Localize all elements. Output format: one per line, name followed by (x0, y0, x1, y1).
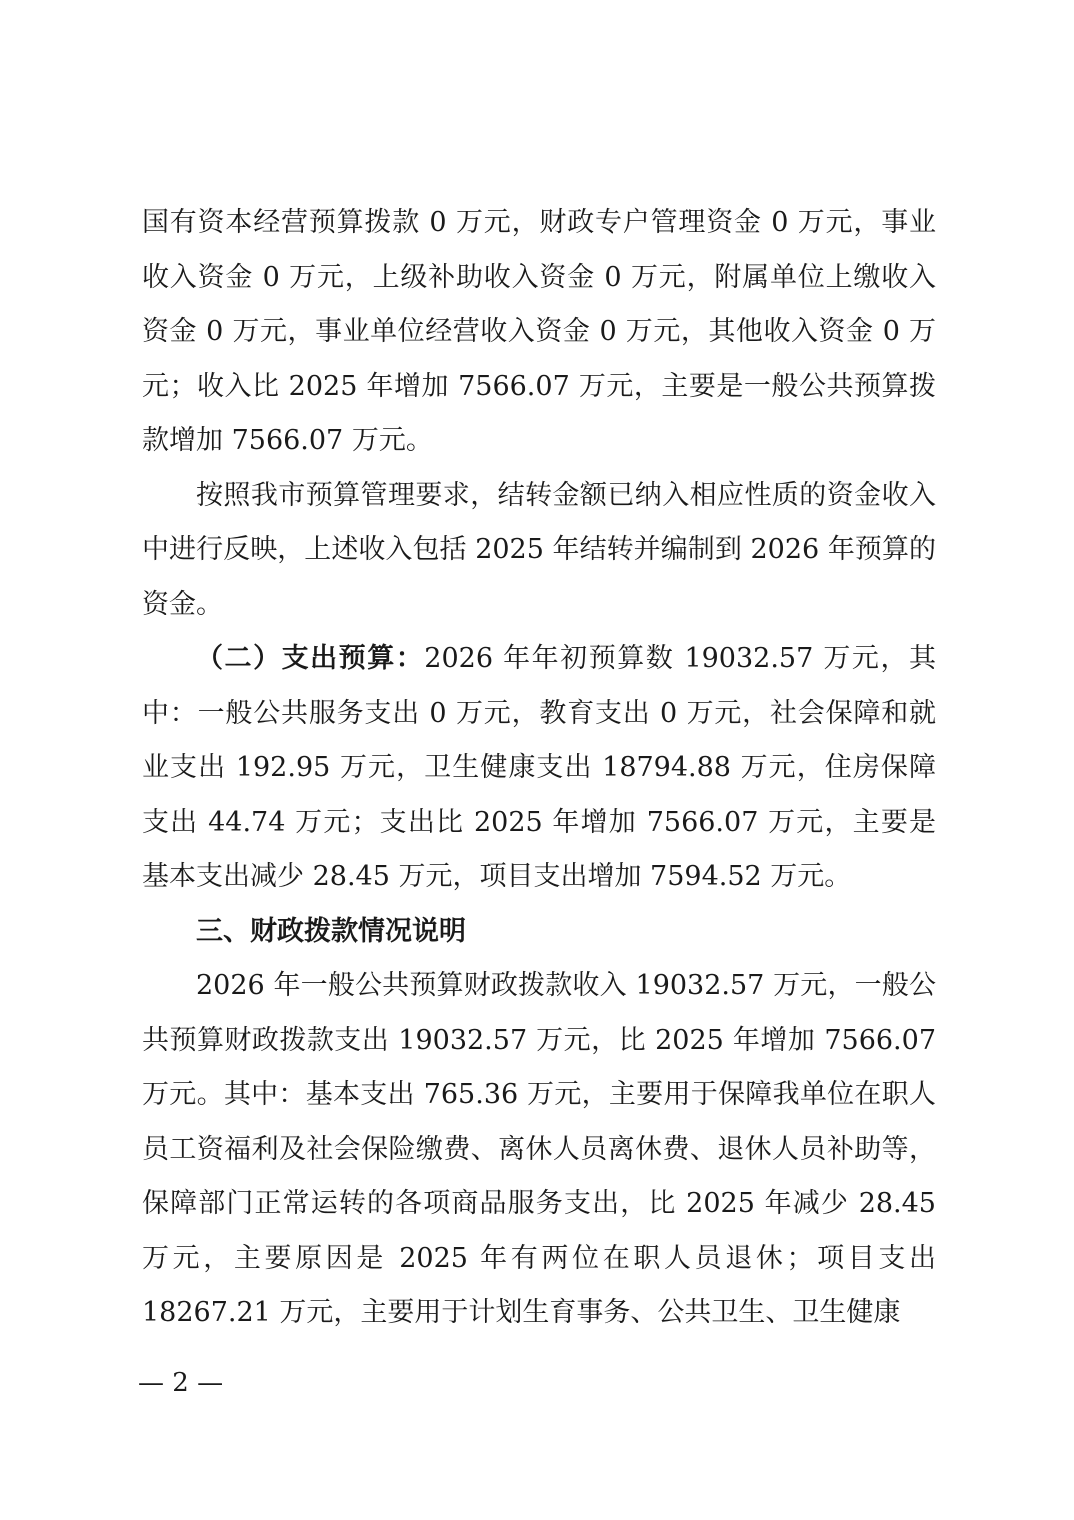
expenditure-budget-heading: （二）支出预算： (196, 643, 425, 674)
expenditure-budget-text: 2026 年年初预算数 19032.57 万元，其中：一般公共服务支出 0 万元，教育支出 0 万元，社会保障和就业支出 192.95 万元，卫生健康支出 18794.88 万元，住房保障支出 44.74 万元；支出比 2025 年增加 7566.07 万元，主要是基本支出减少 28.45 万元，项目支出增加 7594.52 万元。 (142, 643, 936, 892)
page-number: — 2 — (138, 1368, 224, 1398)
section-heading-fiscal-appropriation: 三、财政拨款情况说明 (196, 915, 466, 947)
paragraph-income-sources: 国有资本经营预算拨款 0 万元，财政专户管理资金 0 万元，事业收入资金 0 万元，上级补助收入资金 0 万元，附属单位上缴收入资金 0 万元，事业单位经营收入资金 0 万元，其他收入资金 0 万元；收入比 2025 年增加 7566.07 万元，主要是一般公共预算拨款增加 7566.07 万元。 (142, 207, 936, 456)
paragraph-fiscal-appropriation: 2026 年一般公共预算财政拨款收入 19032.57 万元，一般公共预算财政拨款支出 19032.57 万元，比 2025 年增加 7566.07 万元。其中：基本支出 765.36 万元，主要用于保障我单位在职人员工资福利及社会保险缴费、离休人员离休费、退休人员补助等，保障部门正常运转的各项商品服务支出，比 2025 年减少 28.45 万元，主要原因是 2025 年有两位在职人员退休；项目支出 18267.21 万元，主要用于计划生育事务、公共卫生、卫生健康 (142, 970, 936, 1328)
paragraph-expenditure-budget (142, 632, 936, 905)
page-body (142, 196, 936, 1341)
paragraph-carryover-note: 按照我市预算管理要求，结转金额已纳入相应性质的资金收入中进行反映，上述收入包括 2025 年结转并编制到 2026 年预算的资金。 (142, 479, 936, 620)
